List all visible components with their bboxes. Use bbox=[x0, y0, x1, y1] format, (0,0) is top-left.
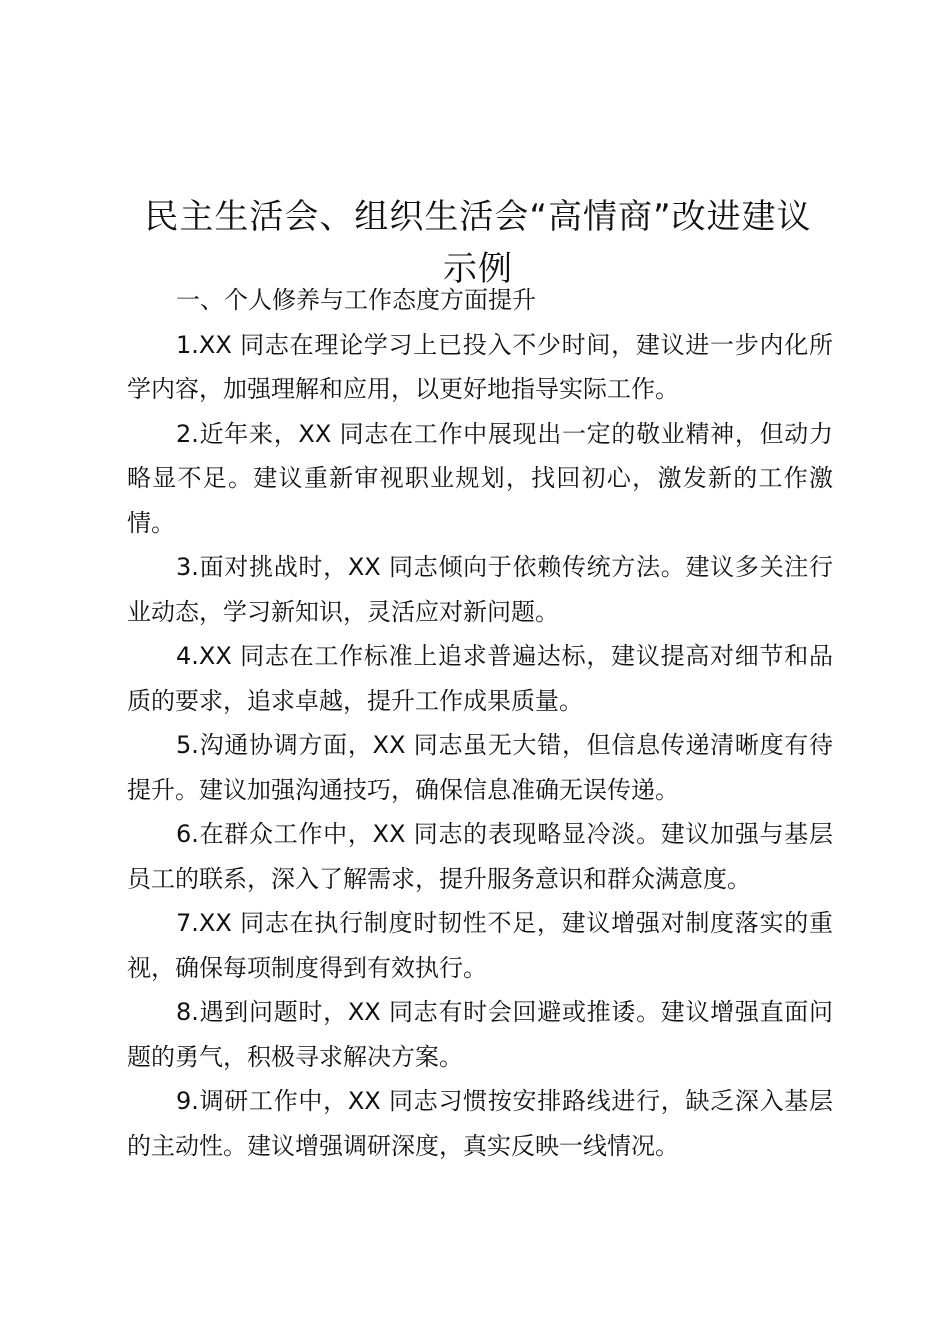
document-title-line-2: 示例 bbox=[443, 248, 513, 289]
suggestion-item-4: 4.XX 同志在工作标准上追求普遍达标，建议提高对细节和品质的要求，追求卓越，提升工作成果质量。 bbox=[127, 642, 833, 715]
document-body bbox=[127, 278, 833, 1168]
suggestion-item-7: 7.XX 同志在执行制度时韧性不足，建议增强对制度落实的重视，确保每项制度得到有效执行。 bbox=[127, 909, 833, 982]
suggestion-item-5: 5.沟通协调方面，XX 同志虽无大错，但信息传递清晰度有待提升。建议加强沟通技巧，确保信息准确无误传递。 bbox=[127, 731, 833, 804]
document-title-line-1: 民主生活会、组织生活会“高情商”改进建议 bbox=[144, 196, 812, 237]
suggestion-item-9: 9.调研工作中，XX 同志习惯按安排路线进行，缺乏深入基层的主动性。建议增强调研深度，真实反映一线情况。 bbox=[127, 1087, 833, 1160]
suggestion-item-6: 6.在群众工作中，XX 同志的表现略显冷淡。建议加强与基层员工的联系，深入了解需求，提升服务意识和群众满意度。 bbox=[127, 820, 833, 893]
section-heading: 一、个人修养与工作态度方面提升 bbox=[176, 286, 536, 314]
suggestion-item-1: 1.XX 同志在理论学习上已投入不少时间，建议进一步内化所学内容，加强理解和应用，以更好地指导实际工作。 bbox=[127, 330, 833, 403]
suggestion-item-3: 3.面对挑战时，XX 同志倾向于依赖传统方法。建议多关注行业动态，学习新知识，灵活应对新问题。 bbox=[127, 553, 833, 626]
suggestion-item-2: 2.近年来，XX 同志在工作中展现出一定的敬业精神，但动力略显不足。建议重新审视职业规划，找回初心，激发新的工作激情。 bbox=[127, 419, 833, 537]
suggestion-item-8: 8.遇到问题时，XX 同志有时会回避或推诿。建议增强直面问题的勇气，积极寻求解决方案。 bbox=[127, 998, 833, 1071]
